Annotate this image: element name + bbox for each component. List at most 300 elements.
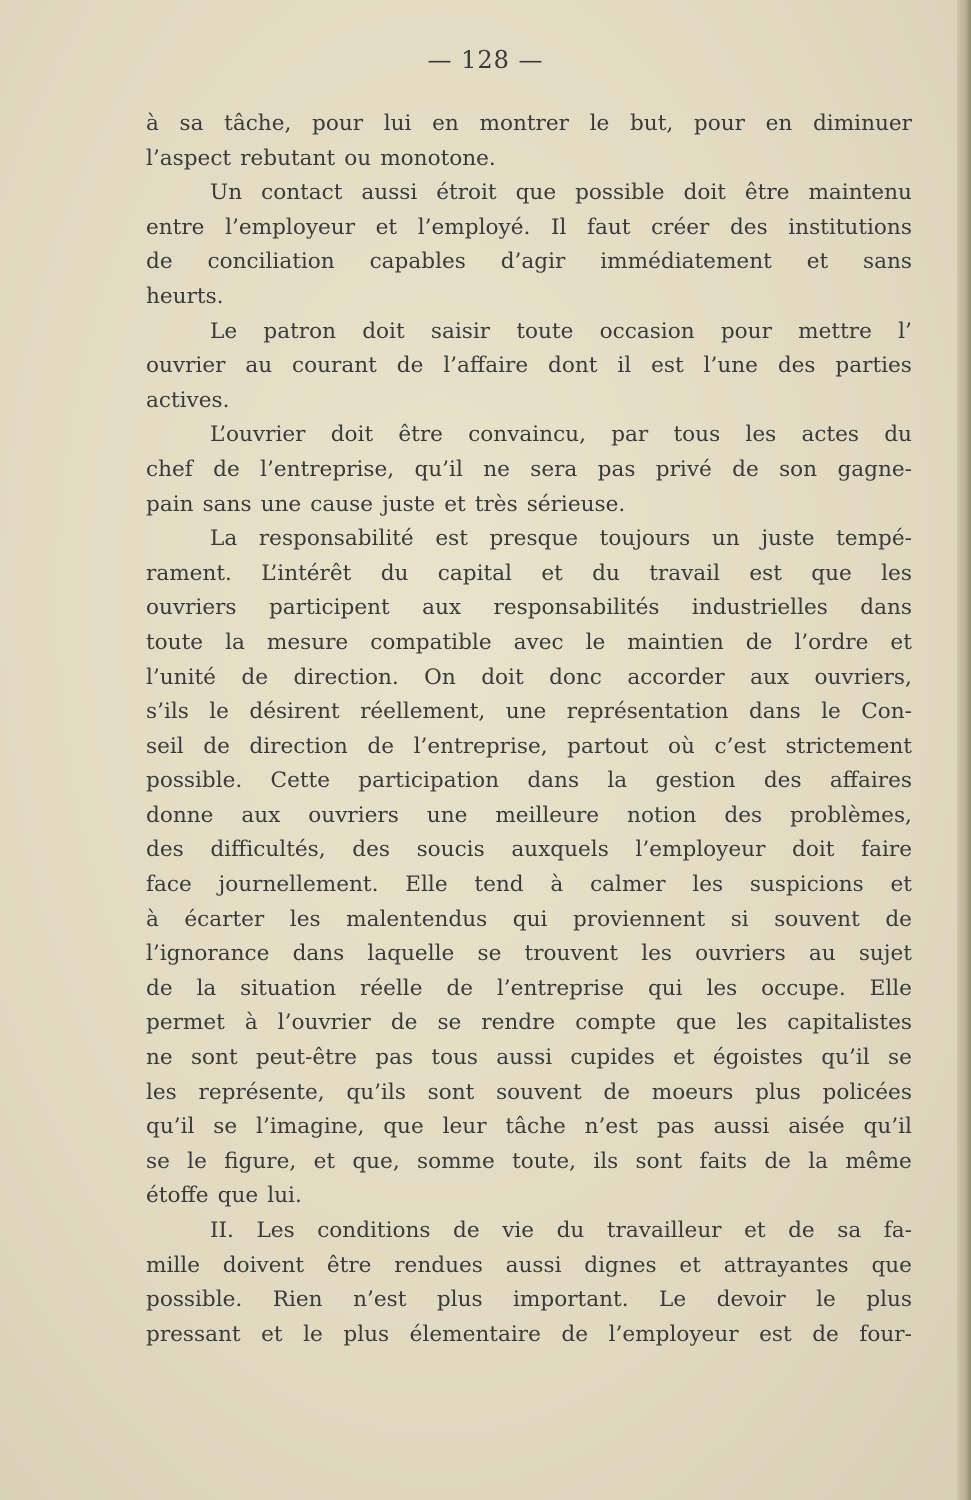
word: sont <box>635 1148 683 1174</box>
word: à <box>146 906 159 932</box>
word: la <box>196 975 217 1001</box>
word: ne <box>483 456 510 482</box>
text-line <box>146 557 912 592</box>
word: dans <box>292 941 345 967</box>
word: représente, <box>198 1079 325 1105</box>
word: et <box>444 491 466 517</box>
word: des <box>777 353 816 379</box>
word: se <box>887 1045 912 1071</box>
text-line <box>146 1110 912 1145</box>
word: vie <box>502 1218 535 1243</box>
word: soucis <box>416 837 485 863</box>
word: pas <box>656 1114 695 1140</box>
text-line <box>146 591 912 626</box>
word: être <box>326 1252 372 1278</box>
word: l’affaire <box>443 353 529 379</box>
word: l’employeur <box>225 214 356 240</box>
text-line <box>146 695 912 730</box>
word: policées <box>822 1079 912 1105</box>
word: à <box>244 1010 258 1036</box>
word: somme <box>417 1148 495 1174</box>
word: doit <box>481 664 524 690</box>
word: de <box>146 249 173 275</box>
word: que <box>811 560 852 586</box>
word: une <box>260 491 302 517</box>
page-number: — 128 — <box>427 46 544 74</box>
word: aux <box>422 595 462 621</box>
word: que <box>217 1183 259 1209</box>
word: de <box>367 733 395 759</box>
word: rament. <box>146 560 232 586</box>
word: de <box>745 629 773 655</box>
word: qu’il <box>821 1045 870 1071</box>
word: but, <box>629 111 674 136</box>
word: dignes <box>584 1252 657 1278</box>
word: sans <box>202 491 252 517</box>
word: l’unité <box>146 664 216 690</box>
word: montrer <box>479 111 569 136</box>
word: doit <box>792 837 835 863</box>
word: cause <box>310 491 373 517</box>
word: du <box>592 560 620 586</box>
word: se <box>477 941 502 967</box>
word: parties <box>835 353 912 379</box>
word: sérieuse. <box>526 491 626 517</box>
word: et <box>541 560 563 586</box>
word: que <box>676 1010 717 1036</box>
text-line <box>146 1283 912 1318</box>
word: tâche <box>505 1114 566 1140</box>
word: de <box>812 1321 839 1347</box>
word: peut-être <box>255 1045 357 1071</box>
text-line <box>146 972 912 1007</box>
word: ouvriers <box>146 595 237 621</box>
word: sa <box>179 111 204 136</box>
word: capables <box>369 249 466 275</box>
word: l’ordre <box>794 629 869 655</box>
word: lui <box>383 111 412 136</box>
word: souvent <box>774 906 860 932</box>
word: et <box>261 1321 283 1347</box>
text-line <box>146 1076 912 1111</box>
word: possible. <box>146 768 243 794</box>
word: au <box>245 353 273 379</box>
word: est <box>759 1321 792 1347</box>
body-text <box>146 107 912 1352</box>
word: qui <box>512 906 548 932</box>
word: dans <box>860 595 912 621</box>
word: monotone. <box>380 145 496 171</box>
word: l’entreprise, <box>260 456 395 482</box>
text-line <box>146 418 912 453</box>
word: responsabilité <box>258 526 414 552</box>
word: et <box>679 1252 701 1278</box>
word: pas <box>375 1045 414 1071</box>
word: participent <box>268 595 390 621</box>
word: de <box>764 1148 791 1174</box>
word: travail <box>649 560 720 586</box>
word: de <box>396 353 424 379</box>
word: toute <box>146 629 204 655</box>
word: des <box>729 214 768 240</box>
word: de <box>146 975 173 1001</box>
word: responsabilités <box>493 595 660 621</box>
word: plus <box>755 1079 801 1105</box>
word: mettre <box>798 318 872 344</box>
word: de <box>885 906 912 932</box>
word: doit <box>330 422 374 448</box>
word: suspicions <box>749 872 864 898</box>
text-line <box>146 764 912 799</box>
word: faire <box>861 837 912 863</box>
word: que <box>871 1252 912 1278</box>
word: fa- <box>883 1218 912 1243</box>
text-line <box>146 833 912 868</box>
word: heurts. <box>146 283 224 309</box>
word: des <box>763 768 802 794</box>
word: une <box>505 699 547 725</box>
word: des <box>146 837 184 863</box>
word: capital <box>437 560 512 586</box>
word: il <box>617 353 632 379</box>
word: four- <box>859 1321 912 1347</box>
word: une <box>426 802 468 828</box>
word: et <box>890 872 912 898</box>
word: n’est <box>584 1114 638 1140</box>
word: et <box>744 1218 766 1243</box>
word: contact <box>261 180 343 206</box>
text-line <box>146 384 912 419</box>
word: sont <box>427 1079 475 1105</box>
word: le <box>303 1321 323 1347</box>
word: donne <box>146 802 214 828</box>
word: qu’il <box>863 1114 912 1140</box>
word: à <box>146 111 159 136</box>
word: maintien <box>627 629 724 655</box>
text-line <box>146 142 912 177</box>
word: sujet <box>858 941 912 967</box>
word: sans <box>863 249 912 275</box>
word: rendues <box>394 1252 483 1278</box>
word: Elle <box>405 872 448 898</box>
word: de <box>788 1218 815 1243</box>
text-line <box>146 315 912 350</box>
word: de <box>732 456 759 482</box>
word: avec <box>513 629 564 655</box>
word: affaires <box>829 768 912 794</box>
word: cupides <box>570 1045 655 1071</box>
word: immédiatement <box>600 249 772 275</box>
word: chef <box>146 456 193 482</box>
word: de <box>561 1321 589 1347</box>
word: privé <box>655 456 712 482</box>
word: partout <box>567 733 649 759</box>
word: de <box>203 733 230 759</box>
word: notion <box>627 802 697 828</box>
word: situation <box>240 975 337 1001</box>
word: participation <box>358 768 500 794</box>
text-line <box>146 176 912 211</box>
word: les <box>692 872 724 898</box>
word: L’ouvrier <box>210 422 306 448</box>
word: qu’il <box>146 1114 195 1140</box>
word: strictement <box>785 733 912 759</box>
word: conditions <box>317 1218 431 1243</box>
word: tempé- <box>836 526 912 552</box>
word: d’agir <box>500 249 566 275</box>
word: l’employé. <box>417 214 531 240</box>
word: l’employeur <box>635 837 766 863</box>
word: proviennent <box>572 906 706 932</box>
word: réellement, <box>360 699 486 725</box>
word: Les <box>256 1218 295 1243</box>
word: les <box>736 1010 768 1036</box>
word: industrielles <box>691 595 828 621</box>
word: patron <box>263 318 336 344</box>
word: ouvriers <box>695 941 786 967</box>
word: capitalistes <box>787 1010 912 1036</box>
word: calmer <box>590 872 666 898</box>
text-line <box>146 626 912 661</box>
word: l’entreprise, <box>413 733 548 759</box>
text-line <box>146 937 912 972</box>
word: dont <box>548 353 598 379</box>
word: les <box>745 422 777 448</box>
word: difficultés, <box>210 837 326 863</box>
word: à <box>550 872 564 898</box>
word: Con- <box>861 699 912 725</box>
word: se <box>213 1114 238 1140</box>
word: saisir <box>430 318 491 344</box>
word: pas <box>597 456 636 482</box>
text-line <box>146 211 912 246</box>
word: direction. <box>293 664 399 690</box>
word: un <box>711 526 740 552</box>
word: les <box>146 1079 177 1105</box>
word: plus <box>436 1287 483 1313</box>
text-line <box>146 522 912 557</box>
text-line <box>146 1145 912 1180</box>
word: entre <box>146 214 205 240</box>
word: Le <box>659 1287 687 1313</box>
word: que, <box>352 1148 400 1174</box>
word: face <box>146 872 192 898</box>
word: les <box>881 560 912 586</box>
word: écarter <box>184 906 265 932</box>
word: sont <box>190 1045 238 1071</box>
word: journellement. <box>218 872 379 898</box>
word: l’ouvrier <box>277 1010 371 1036</box>
word: le <box>816 1287 836 1313</box>
word: l’ <box>898 318 912 344</box>
word: si <box>730 906 749 932</box>
word: les <box>706 975 738 1001</box>
word: aussi <box>361 180 418 206</box>
word: ils <box>593 1148 619 1174</box>
word: qu’ils <box>346 1079 406 1105</box>
text-line <box>146 1041 912 1076</box>
text-line <box>146 453 912 488</box>
word: doit <box>362 318 405 344</box>
word: permet <box>146 1010 225 1036</box>
word: du <box>884 422 912 448</box>
word: et <box>673 1045 695 1071</box>
word: même <box>845 1148 912 1174</box>
word: presque <box>489 526 579 552</box>
word: et <box>890 629 912 655</box>
word: Il <box>550 214 567 240</box>
word: tous <box>673 422 721 448</box>
word: être <box>398 422 443 448</box>
word: La <box>210 526 238 552</box>
word: créer <box>651 214 710 240</box>
word: tous <box>431 1045 478 1071</box>
word: de <box>390 1010 418 1036</box>
word: du <box>556 1218 585 1243</box>
word: institutions <box>788 214 912 240</box>
word: faut <box>587 214 631 240</box>
word: aux <box>750 664 790 690</box>
word: Elle <box>869 975 912 1001</box>
word: leur <box>442 1114 487 1140</box>
word: que <box>515 180 557 206</box>
word: sa <box>837 1218 862 1243</box>
word: par <box>611 422 649 448</box>
word: aussi <box>505 1252 562 1278</box>
word: attrayantes <box>723 1252 849 1278</box>
word: l’entreprise <box>496 975 625 1001</box>
word: juste <box>761 526 815 552</box>
text-line <box>146 903 912 938</box>
word: étoffe <box>146 1183 209 1209</box>
word: sera <box>530 456 578 482</box>
word: les <box>289 906 321 932</box>
word: l’imagine, <box>256 1114 365 1140</box>
text-line <box>146 1214 912 1249</box>
word: qui <box>647 975 683 1001</box>
word: s’ils <box>146 699 189 725</box>
word: se <box>437 1010 462 1036</box>
word: souvent <box>496 1079 582 1105</box>
word: se <box>146 1148 170 1174</box>
word: du <box>380 560 409 586</box>
text-line <box>146 488 912 523</box>
word: occasion <box>599 318 695 344</box>
word: plus <box>343 1321 390 1347</box>
word: les <box>641 941 672 967</box>
text-line <box>146 280 912 315</box>
word: n’est <box>353 1287 407 1313</box>
word: maintenu <box>808 180 912 206</box>
word: occupe. <box>761 975 846 1001</box>
word: devoir <box>716 1287 786 1313</box>
text-line <box>146 730 912 765</box>
word: Un <box>210 180 243 206</box>
word: II. <box>210 1218 234 1243</box>
word: qu’il <box>414 456 463 482</box>
word: est <box>651 353 684 379</box>
word: de <box>453 1218 480 1243</box>
text-line <box>146 1006 912 1041</box>
word: en <box>765 111 793 136</box>
word: ne <box>146 1045 173 1071</box>
word: donc <box>549 664 602 690</box>
word: de <box>446 975 473 1001</box>
word: malentendus <box>346 906 488 932</box>
word: pressant <box>146 1321 241 1347</box>
word: que <box>383 1114 424 1140</box>
word: plus <box>866 1287 912 1313</box>
word: diminuer <box>812 111 912 136</box>
word: figure, <box>224 1148 297 1174</box>
word: égoistes <box>712 1045 803 1071</box>
word: tâche, <box>224 111 292 136</box>
word: courant <box>292 353 377 379</box>
text-line <box>146 349 912 384</box>
word: en <box>432 111 459 136</box>
text-line <box>146 868 912 903</box>
word: l’aspect <box>146 145 232 171</box>
word: seil <box>146 733 184 759</box>
word: des <box>352 837 390 863</box>
word: actes <box>801 422 859 448</box>
text-line <box>146 245 912 280</box>
word: moeurs <box>651 1079 734 1105</box>
word: travailleur <box>606 1218 722 1243</box>
text-line <box>146 799 912 834</box>
word: toute, <box>512 1148 577 1174</box>
word: la <box>607 768 628 794</box>
text-line <box>146 1179 912 1214</box>
word: Cette <box>270 768 330 794</box>
word: lui. <box>267 1183 302 1209</box>
word: tend <box>474 872 524 898</box>
word: trouvent <box>524 941 619 967</box>
word: gagne- <box>837 456 912 482</box>
text-line <box>146 661 912 696</box>
word: le <box>585 629 606 655</box>
word: le <box>209 699 229 725</box>
word: des <box>724 802 763 828</box>
word: accorder <box>627 664 725 690</box>
word: son <box>779 456 818 482</box>
word: juste <box>382 491 436 517</box>
word: élementaire <box>409 1321 541 1347</box>
word: désirent <box>249 699 340 725</box>
word: pain <box>146 491 194 517</box>
word: direction <box>249 733 348 759</box>
page-edge <box>957 0 971 1500</box>
word: toujours <box>599 526 691 552</box>
word: ou <box>344 145 372 171</box>
word: meilleure <box>495 802 600 828</box>
word: l’une <box>703 353 758 379</box>
word: important. <box>513 1287 629 1313</box>
word: doivent <box>222 1252 305 1278</box>
word: le <box>821 699 841 725</box>
word: gestion <box>655 768 736 794</box>
word: toute <box>516 318 574 344</box>
word: convaincu, <box>468 422 586 448</box>
word: L’intérêt <box>261 560 352 586</box>
text-line <box>146 107 912 142</box>
word: est <box>435 526 468 552</box>
word: ouvriers <box>308 802 399 828</box>
word: de <box>241 664 268 690</box>
word: compte <box>575 1010 657 1036</box>
word: le <box>589 111 610 136</box>
word: aussi <box>496 1045 553 1071</box>
